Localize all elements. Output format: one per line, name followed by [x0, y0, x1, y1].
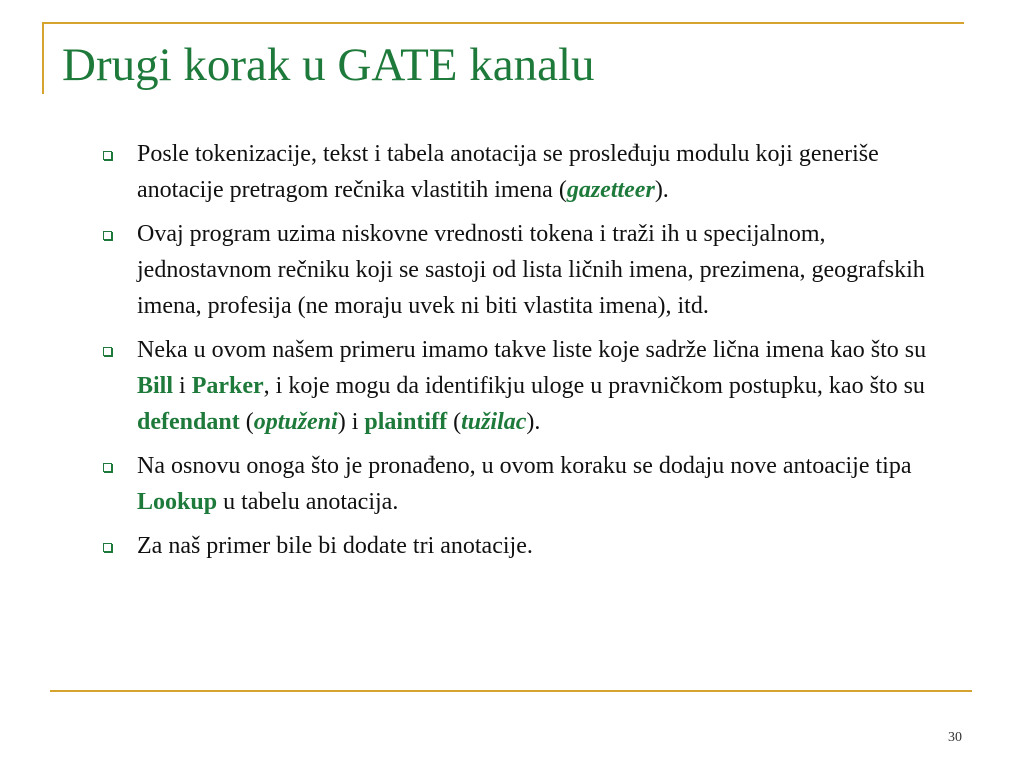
slide-title: Drugi korak u GATE kanalu	[62, 39, 595, 91]
bullet-item-4: Na osnovu onoga što je pronađeno, u ovom koraku se dodaju nove antoacije tipa Lookup u tabelu anotacija.	[103, 448, 963, 520]
bullet-item-1: Posle tokenizacije, tekst i tabela anotacija se prosleđuju modulu koji generiše anotacije pretragom rečnika vlastitih imena (gazetteer).	[103, 136, 963, 208]
bottom-divider-line	[50, 690, 972, 692]
square-bullet-icon	[103, 543, 112, 552]
term-plaintiff: plaintiff	[364, 409, 448, 435]
square-bullet-icon	[103, 463, 112, 472]
square-bullet-icon	[103, 151, 112, 160]
term-tuzilac: tužilac	[461, 409, 527, 435]
bullet-list	[103, 136, 963, 572]
term-defendant: defendant	[137, 409, 240, 435]
term-parker: Parker	[191, 373, 264, 399]
bullet-item-5: Za naš primer bile bi dodate tri anotacije.	[103, 528, 963, 564]
square-bullet-icon	[103, 231, 112, 240]
left-border-line	[42, 22, 44, 94]
bullet-item-3: Neka u ovom našem primeru imamo takve liste koje sadrže lična imena kao što su Bill i Parker, i koje mogu da identifikju uloge u pravničkom postupku, kao što su defendant (optuženi) i plaintiff (tužilac).	[103, 332, 963, 440]
term-gazetteer: gazetteer	[566, 177, 655, 203]
top-border-line	[42, 22, 964, 24]
page-number: 30	[948, 730, 962, 745]
term-bill: Bill	[137, 373, 174, 399]
bullet-item-2: Ovaj program uzima niskovne vrednosti tokena i traži ih u specijalnom, jednostavnom rečniku koji se sastoji od lista ličnih imena, prezimena, geografskih imena, profesija (ne moraju uvek ni biti vlastita imena), itd.	[103, 216, 963, 324]
term-optuzeni: optuženi	[253, 409, 338, 435]
square-bullet-icon	[103, 347, 112, 356]
term-lookup: Lookup	[137, 489, 218, 515]
